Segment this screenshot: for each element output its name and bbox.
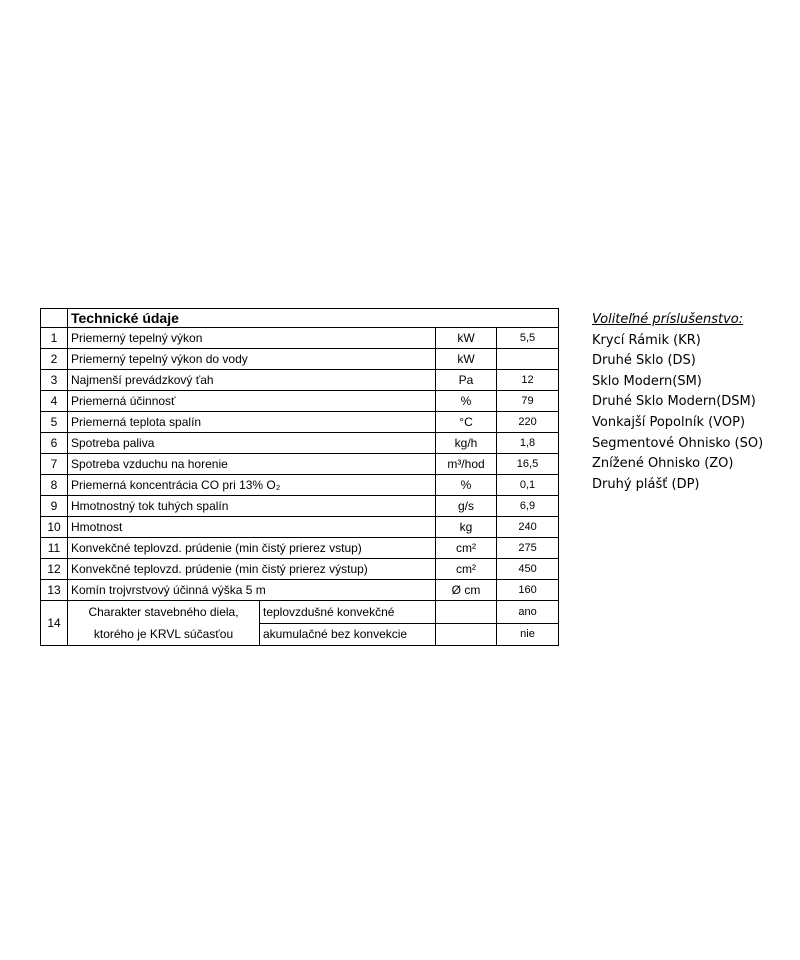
table-row xyxy=(41,538,559,559)
row-unit: g/s xyxy=(436,496,497,517)
row-parameter-building-type xyxy=(68,601,260,646)
row-number: 13 xyxy=(41,580,68,601)
table-row xyxy=(41,580,559,601)
building-option-name: teplovzdušné konvekčné xyxy=(260,601,436,624)
row-value: 220 xyxy=(497,412,559,433)
accessory-item: Vonkajší Popolník (VOP) xyxy=(592,414,746,430)
row-parameter: Komín trojvrstvový účinná výška 5 m xyxy=(68,580,436,601)
row-parameter: Konvekčné teplovzd. prúdenie (min čistý prierez výstup) xyxy=(68,559,436,580)
row-parameter: Hmotnostný tok tuhých spalín xyxy=(68,496,436,517)
row-value: 5,5 xyxy=(497,328,559,349)
table-row xyxy=(41,412,559,433)
row-unit: % xyxy=(436,391,497,412)
row-unit: kW xyxy=(436,328,497,349)
table-row xyxy=(41,433,559,454)
table-row xyxy=(41,370,559,391)
accessory-item: Druhé Sklo Modern(DSM) xyxy=(592,394,756,410)
row-unit: Pa xyxy=(436,370,497,391)
row-number: 1 xyxy=(41,328,68,349)
title-number-cell xyxy=(41,309,68,328)
row-number: 9 xyxy=(41,496,68,517)
row-value: 16,5 xyxy=(497,454,559,475)
table-row xyxy=(41,454,559,475)
table-title: Technické údaje xyxy=(68,309,559,328)
accessories-heading: Voliteľné príslušenstvo: xyxy=(592,312,744,327)
row-unit: kW xyxy=(436,349,497,370)
row-unit: m³/hod xyxy=(436,454,497,475)
building-type-line1: Charakter stavebného diela, xyxy=(88,605,239,619)
table-row xyxy=(41,349,559,370)
row-unit: kg/h xyxy=(436,433,497,454)
building-type-line2: ktorého je KRVL súčasťou xyxy=(93,627,234,641)
row-unit: Ø cm xyxy=(436,580,497,601)
row-parameter: Konvekčné teplovzd. prúdenie (min čistý prierez vstup) xyxy=(68,538,436,559)
table-row xyxy=(41,601,559,624)
row-number: 10 xyxy=(41,517,68,538)
technical-data-table xyxy=(40,308,559,646)
table-row xyxy=(41,475,559,496)
table-row xyxy=(41,496,559,517)
row-unit: cm² xyxy=(436,559,497,580)
row-unit: °C xyxy=(436,412,497,433)
row-number: 2 xyxy=(41,349,68,370)
accessory-item: Druhý plášť (DP) xyxy=(592,476,700,492)
row-parameter: Priemerný tepelný výkon xyxy=(68,328,436,349)
row-number: 3 xyxy=(41,370,68,391)
table-row xyxy=(41,559,559,580)
row-value: 450 xyxy=(497,559,559,580)
accessory-item: Krycí Rámik (KR) xyxy=(592,332,701,348)
row-number: 11 xyxy=(41,538,68,559)
row-value: 0,1 xyxy=(497,475,559,496)
row-unit: kg xyxy=(436,517,497,538)
row-number: 5 xyxy=(41,412,68,433)
building-option-unit xyxy=(436,623,497,646)
row-number: 8 xyxy=(41,475,68,496)
table-row xyxy=(41,328,559,349)
row-parameter: Spotreba paliva xyxy=(68,433,436,454)
accessory-item: Znížené Ohnisko (ZO) xyxy=(592,456,734,472)
row-parameter: Priemerná účinnosť xyxy=(68,391,436,412)
row-value: 240 xyxy=(497,517,559,538)
building-option-unit xyxy=(436,601,497,624)
row-number: 4 xyxy=(41,391,68,412)
accessories-list xyxy=(592,310,763,495)
row-number: 6 xyxy=(41,433,68,454)
table-title-row xyxy=(41,309,559,328)
row-value: 12 xyxy=(497,370,559,391)
row-value: 79 xyxy=(497,391,559,412)
row-parameter: Priemerná teplota spalín xyxy=(68,412,436,433)
table-row xyxy=(41,517,559,538)
accessory-item: Druhé Sklo (DS) xyxy=(592,353,696,369)
row-parameter: Priemerná koncentrácia CO pri 13% O₂ xyxy=(68,475,436,496)
row-value: 160 xyxy=(497,580,559,601)
table-row xyxy=(41,391,559,412)
row-number: 14 xyxy=(41,601,68,646)
building-option-value: nie xyxy=(497,623,559,646)
accessory-item: Sklo Modern(SM) xyxy=(592,373,702,389)
row-parameter: Hmotnost xyxy=(68,517,436,538)
row-value xyxy=(497,349,559,370)
row-unit: % xyxy=(436,475,497,496)
building-option-name: akumulačné bez konvekcie xyxy=(260,623,436,646)
row-parameter: Spotreba vzduchu na horenie xyxy=(68,454,436,475)
building-option-value: ano xyxy=(497,601,559,624)
row-value: 6,9 xyxy=(497,496,559,517)
row-parameter: Najmenší prevádzkový ťah xyxy=(68,370,436,391)
row-value: 1,8 xyxy=(497,433,559,454)
row-number: 12 xyxy=(41,559,68,580)
row-value: 275 xyxy=(497,538,559,559)
row-number: 7 xyxy=(41,454,68,475)
accessory-item: Segmentové Ohnisko (SO) xyxy=(592,435,764,451)
row-unit: cm² xyxy=(436,538,497,559)
row-parameter: Priemerný tepelný výkon do vody xyxy=(68,349,436,370)
